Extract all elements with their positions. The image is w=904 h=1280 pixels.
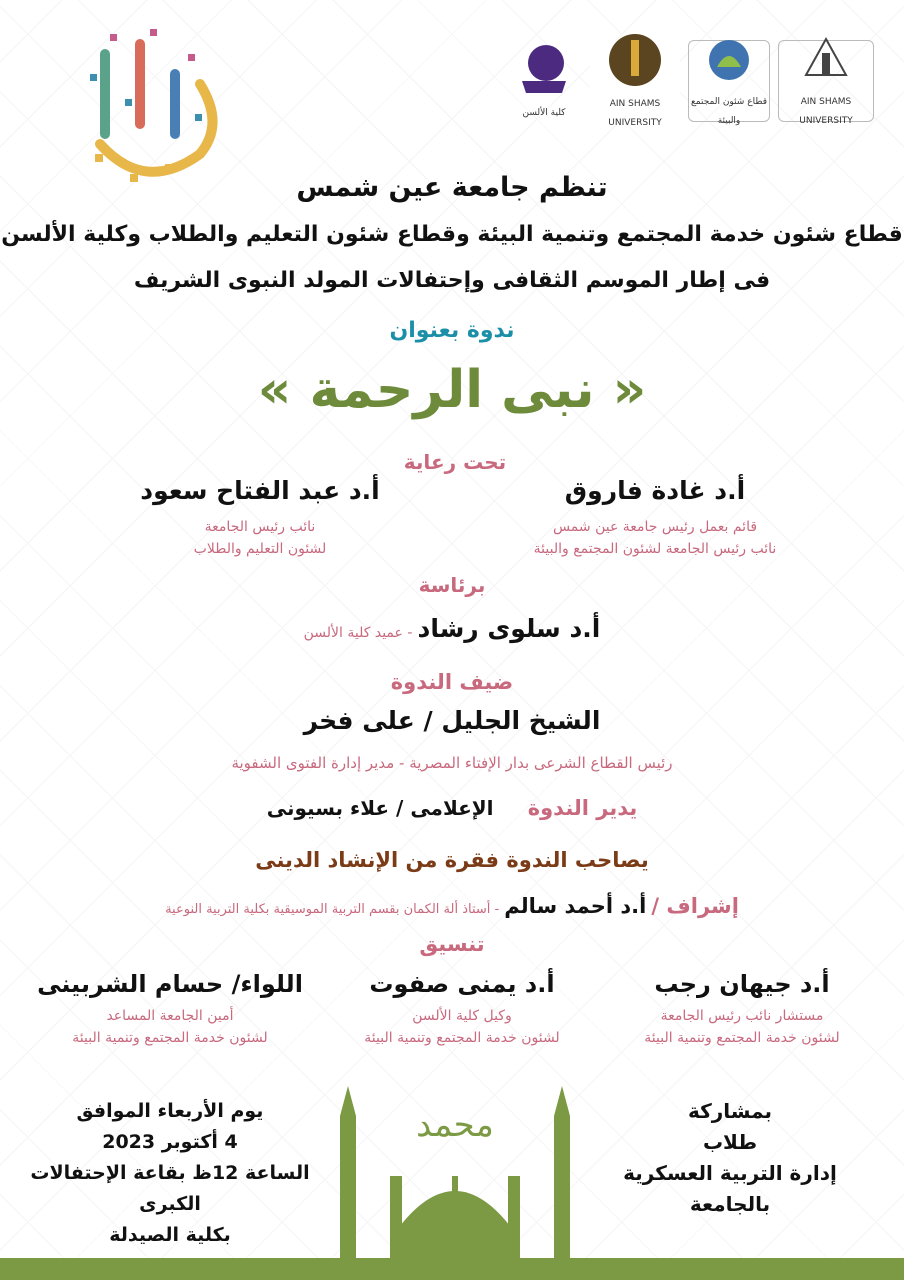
patron-left-name: أ.د عبد الفتاح سعود bbox=[140, 476, 380, 505]
ain-shams-university-gold-logo: AIN SHAMS UNIVERSITY bbox=[590, 40, 680, 120]
supervision-role: - أستاذ ألة الكمان بقسم التربية الموسيقية بكلية التربية النوعية bbox=[165, 902, 500, 917]
muhammad-calligraphy: محمد bbox=[416, 1105, 494, 1145]
sector-emblem-icon bbox=[699, 35, 759, 85]
guest-role: رئيس القطاع الشرعى بدار الإفتاء المصرية - مدير إدارة الفتوى الشفوية bbox=[231, 754, 673, 772]
coordinator-1-name: أ.د جيهان رجب bbox=[654, 970, 830, 998]
participation-line1: بمشاركة bbox=[687, 1099, 773, 1123]
supervision-label: إشراف / bbox=[651, 894, 739, 918]
schedule-block bbox=[15, 1096, 325, 1251]
moderator-label: يدير الندوة bbox=[527, 796, 638, 820]
occasion-line: فى إطار الموسم الثقافى وإحتفالات المولد النبوى الشريف bbox=[133, 268, 771, 293]
globe-book-icon bbox=[514, 41, 574, 96]
community-service-sector-logo: قطاع شئون المجتمع والبيئة bbox=[688, 40, 770, 122]
seminar-title: « نبى الرحمة » bbox=[257, 360, 647, 420]
schedule-faculty: بكلية الصيدلة bbox=[109, 1224, 231, 1246]
faculty-of-alsun-logo: كلية الألسن bbox=[505, 40, 583, 120]
chair-role: - عميد كلية الألسن bbox=[303, 625, 413, 641]
coordinator-1-role2: لشئون خدمة المجتمع وتنمية البيئة bbox=[644, 1030, 840, 1046]
schedule-day: يوم الأربعاء الموافق bbox=[76, 1100, 264, 1122]
participation-line4: بالجامعة bbox=[689, 1192, 771, 1216]
coordination-label: تنسيق bbox=[419, 932, 485, 956]
participation-block bbox=[620, 1096, 840, 1220]
supervision-line bbox=[0, 894, 904, 918]
patron-right-role2: نائب رئيس الجامعة لشئون المجتمع والبيئة bbox=[533, 541, 777, 557]
mosque-silhouette bbox=[330, 1066, 580, 1260]
ain-shams-university-logo: AIN SHAMS UNIVERSITY bbox=[778, 40, 874, 122]
coordinator-2 bbox=[322, 970, 602, 1046]
coordinator-3-role1: أمين الجامعة المساعد bbox=[106, 1008, 234, 1024]
sectors-line: قطاع شئون خدمة المجتمع وتنمية البيئة وقطاع شئون التعليم والطلاب وكلية الألسن bbox=[1, 222, 903, 247]
supervision-name: أ.د أحمد سالم bbox=[504, 894, 647, 918]
patron-left-role2: لشئون التعليم والطلاب bbox=[193, 541, 327, 557]
participation-line3: إدارة التربية العسكرية bbox=[623, 1161, 837, 1185]
chair-line bbox=[0, 614, 904, 643]
coordinator-1 bbox=[612, 970, 872, 1046]
seminar-label: ندوة بعنوان bbox=[389, 318, 515, 343]
coordinator-3 bbox=[30, 970, 310, 1046]
coordinator-3-role2: لشئون خدمة المجتمع وتنمية البيئة bbox=[72, 1030, 268, 1046]
university-crest-icon bbox=[796, 35, 856, 85]
coordinator-3-name: اللواء/ حسام الشربينى bbox=[37, 970, 303, 998]
coordinator-2-name: أ.د يمنى صفوت bbox=[369, 970, 555, 998]
music-note: يصاحب الندوة فقرة من الإنشاد الدينى bbox=[255, 848, 649, 872]
guest-name: الشيخ الجليل / على فخر bbox=[303, 706, 601, 735]
gold-crest-icon bbox=[605, 32, 665, 87]
coordinator-2-role2: لشئون خدمة المجتمع وتنمية البيئة bbox=[364, 1030, 560, 1046]
patron-left bbox=[110, 476, 410, 557]
patron-right bbox=[500, 476, 810, 557]
patronage-label: تحت رعاية bbox=[403, 450, 507, 474]
moderator-name: الإعلامى / علاء بسيونى bbox=[266, 796, 494, 820]
chair-label: برئاسة bbox=[418, 573, 486, 597]
patron-left-role1: نائب رئيس الجامعة bbox=[204, 519, 316, 535]
patron-right-role1: قائم بعمل رئيس جامعة عين شمس bbox=[552, 519, 758, 535]
chair-name: أ.د سلوى رشاد bbox=[417, 614, 601, 643]
participation-line2: طلاب bbox=[702, 1130, 758, 1154]
patron-right-name: أ.د غادة فاروق bbox=[564, 476, 746, 505]
schedule-date: 4 أكتوبر 2023 bbox=[102, 1131, 238, 1153]
coordinator-2-role1: وكيل كلية الألسن bbox=[412, 1008, 512, 1024]
schedule-time-venue: الساعة 12ظ بقاعة الإحتفالات الكبرى bbox=[30, 1162, 310, 1215]
organizer-line: تنظم جامعة عين شمس bbox=[296, 172, 608, 203]
moderator-line bbox=[0, 796, 904, 820]
coordinator-1-role1: مستشار نائب رئيس الجامعة bbox=[660, 1008, 824, 1024]
bottom-bar bbox=[0, 1258, 904, 1280]
guest-label: ضيف الندوة bbox=[390, 670, 514, 694]
